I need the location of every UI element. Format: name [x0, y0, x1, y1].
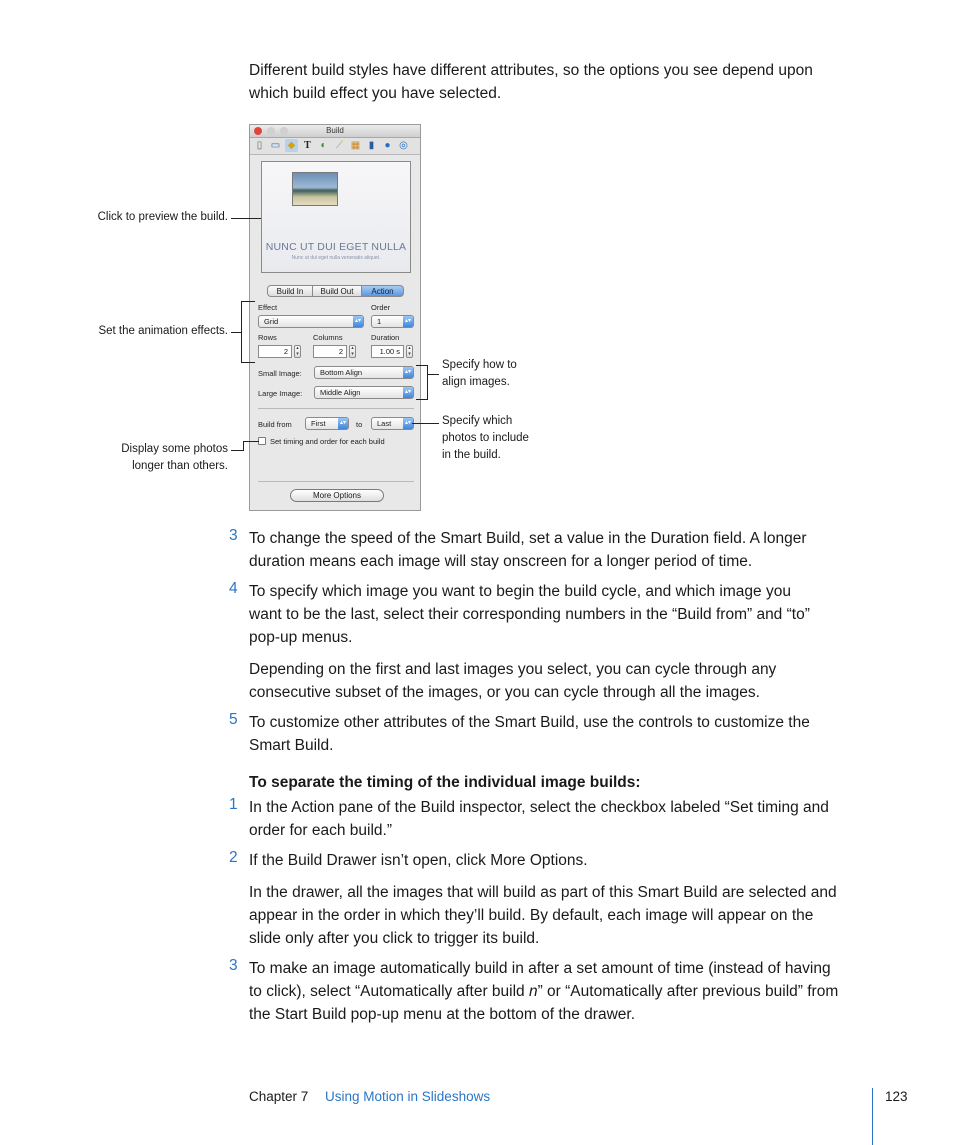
rows-field[interactable]: 2	[258, 345, 292, 358]
callout-leader	[231, 332, 241, 333]
callout-leader	[412, 423, 439, 424]
variable-n: n	[528, 983, 538, 1000]
large-image-label: Large Image:	[258, 389, 303, 398]
paragraph-line: consecutive subset of the images, or you can cycle through all the images.	[249, 684, 760, 701]
callout-bracket	[416, 365, 427, 366]
step-number: 3	[229, 527, 238, 544]
build-from-popup[interactable]	[305, 417, 349, 430]
intro-line-2: which build effect you have selected.	[249, 85, 502, 102]
window-title: Build	[326, 126, 344, 135]
popup-arrows-icon: ▴▾	[403, 418, 413, 429]
step-number: 4	[229, 580, 238, 597]
preview-image	[292, 172, 338, 206]
page-number: 123	[885, 1089, 908, 1104]
intro-line-1: Different build styles have different attributes, so the options you see depend upon	[249, 62, 813, 79]
callout-leader	[243, 441, 259, 442]
small-image-value: Bottom Align	[320, 368, 363, 377]
quicktime-icon[interactable]: ◎	[399, 140, 408, 151]
section2-step-2-text: If the Build Drawer isn’t open, click More Options.	[249, 852, 588, 869]
order-popup[interactable]	[371, 315, 414, 328]
step-line: To change the speed of the Smart Build, set a value in the Duration field. A longer	[249, 530, 807, 547]
set-timing-label: Set timing and order for each build	[270, 437, 385, 446]
callout-bracket	[241, 301, 242, 363]
section-heading: To separate the timing of the individual image builds:	[249, 774, 641, 791]
footer-chapter-title: Using Motion in Slideshows	[325, 1089, 491, 1104]
small-image-label: Small Image:	[258, 369, 302, 378]
tab-action[interactable]: Action	[361, 285, 404, 297]
divider	[258, 408, 414, 409]
columns-stepper[interactable]: ▴ ▾	[349, 345, 356, 358]
step-line: To make an image automatically build in after a set amount of time (instead of having	[249, 960, 831, 977]
callout-preview: Click to preview the build.	[97, 211, 228, 223]
callout-leader	[231, 218, 261, 219]
callout-bracket	[427, 365, 428, 400]
popup-arrows-icon: ▴▾	[403, 367, 413, 378]
build-icon[interactable]: ◆	[285, 139, 298, 152]
order-label: Order	[371, 303, 391, 312]
step-line: the Start Build pop-up menu at the bottom of the drawer.	[249, 1006, 636, 1023]
preview-subtitle: Nunc ut dui eget nulla venenatis aliquet.	[291, 255, 381, 261]
callout-bracket	[241, 301, 255, 302]
columns-field[interactable]: 2	[313, 345, 347, 358]
step-5-text	[249, 711, 810, 757]
paragraph-line: appear in the order in which they’ll build. By default, each image will appear on the	[249, 907, 814, 924]
step-number: 2	[229, 849, 238, 866]
footer-divider	[872, 1088, 873, 1145]
order-value: 1	[377, 317, 382, 326]
document-icon[interactable]: ▯	[256, 140, 263, 151]
callout-which-line-3: in the build.	[442, 449, 501, 461]
step-line	[249, 980, 838, 1003]
rows-stepper[interactable]: ▴ ▾	[294, 345, 301, 358]
inspector-toolbar	[250, 138, 420, 155]
footer-chapter: Chapter 7	[249, 1089, 309, 1104]
effect-value: Grid	[264, 317, 279, 326]
paragraph-line: slide only after you click to trigger its build.	[249, 930, 540, 947]
columns-label: Columns	[313, 333, 343, 342]
build-preview[interactable]	[261, 161, 411, 273]
effect-label: Effect	[258, 303, 278, 312]
step-number: 5	[229, 711, 238, 728]
preview-title: NUNC UT DUI EGET NULLA	[265, 241, 407, 253]
step-4-text	[249, 580, 810, 649]
small-image-popup[interactable]	[314, 366, 414, 379]
duration-stepper[interactable]: ▴ ▾	[406, 345, 413, 358]
window-titlebar	[250, 125, 420, 138]
callout-photos-line-2: longer than others.	[132, 460, 228, 472]
callout-align	[442, 357, 517, 391]
callout-animation: Set the animation effects.	[98, 325, 228, 337]
divider	[258, 481, 414, 482]
callout-align-line-2: align images.	[442, 376, 510, 388]
graphic-icon[interactable]: ◐	[320, 140, 327, 151]
step-line-part: ” or “Automatically after previous build” from	[537, 983, 839, 1000]
step-line: To customize other attributes of the Smart Build, use the controls to customize the	[249, 714, 810, 731]
large-image-value: Middle Align	[320, 388, 361, 397]
callout-leader	[243, 441, 244, 451]
section2-step-1-text	[249, 796, 829, 842]
popup-arrows-icon: ▴▾	[338, 418, 348, 429]
slide-icon[interactable]: ▭	[270, 140, 281, 151]
step-line: order for each build.”	[249, 822, 393, 839]
paragraph-line: In the drawer, all the images that will build as part of this Smart Build are selected and	[249, 884, 837, 901]
step-line: In the Action pane of the Build inspector, select the checkbox labeled “Set timing and	[249, 799, 829, 816]
callout-photos	[60, 441, 228, 475]
callout-bracket	[241, 362, 255, 363]
build-from-label: Build from	[258, 420, 292, 429]
section2-step-3-text	[249, 957, 838, 1026]
chart-icon[interactable]: ▮	[368, 140, 375, 151]
step-line: want to be the last, select their corresponding numbers in the “Build from” and “to”	[249, 606, 810, 623]
step-number: 3	[229, 957, 238, 974]
metrics-icon[interactable]: ⟋	[336, 140, 343, 151]
callout-photos-line-1: Display some photos	[121, 443, 228, 455]
step-line: pop-up menus.	[249, 629, 353, 646]
paragraph-line: Depending on the first and last images you select, you can cycle through any	[249, 661, 777, 678]
callout-which	[442, 413, 529, 464]
rows-label: Rows	[258, 333, 277, 342]
intro-paragraph	[249, 59, 813, 105]
text-icon[interactable]: T	[304, 140, 311, 151]
popup-arrows-icon: ▴▾	[403, 387, 413, 398]
build-from-value: First	[311, 419, 326, 428]
step-4-paragraph	[249, 658, 776, 704]
table-icon[interactable]: ▦	[350, 140, 361, 151]
hyperlink-icon[interactable]: ●	[384, 140, 391, 151]
section2-paragraph	[249, 881, 837, 950]
effect-popup[interactable]	[258, 315, 364, 328]
callout-which-line-2: photos to include	[442, 432, 529, 444]
set-timing-checkbox[interactable]	[258, 437, 266, 445]
callout-leader	[427, 374, 439, 375]
callout-leader	[231, 450, 243, 451]
step-number: 1	[229, 796, 238, 813]
build-inspector-window	[249, 124, 421, 511]
large-image-popup[interactable]	[314, 386, 414, 399]
step-line: duration means each image will stay onscreen for a longer period of time.	[249, 553, 753, 570]
step-line: To specify which image you want to begin the build cycle, and which image you	[249, 583, 791, 600]
step-3-text	[249, 527, 807, 573]
callout-align-line-1: Specify how to	[442, 359, 517, 371]
popup-arrows-icon: ▴▾	[353, 316, 363, 327]
duration-field[interactable]: 1.00 s	[371, 345, 404, 358]
to-value: Last	[377, 419, 392, 428]
callout-which-line-1: Specify which	[442, 415, 513, 427]
to-label: to	[356, 420, 363, 429]
callout-bracket	[416, 399, 427, 400]
tab-build-in[interactable]: Build In	[267, 285, 313, 297]
step-line: Smart Build.	[249, 737, 334, 754]
popup-arrows-icon: ▴▾	[403, 316, 413, 327]
to-popup[interactable]	[371, 417, 414, 430]
step-line-part: to click), select “Automatically after build	[249, 983, 529, 1000]
duration-label: Duration	[371, 333, 400, 342]
more-options-button[interactable]: More Options	[290, 489, 384, 502]
tab-build-out[interactable]: Build Out	[312, 285, 362, 297]
